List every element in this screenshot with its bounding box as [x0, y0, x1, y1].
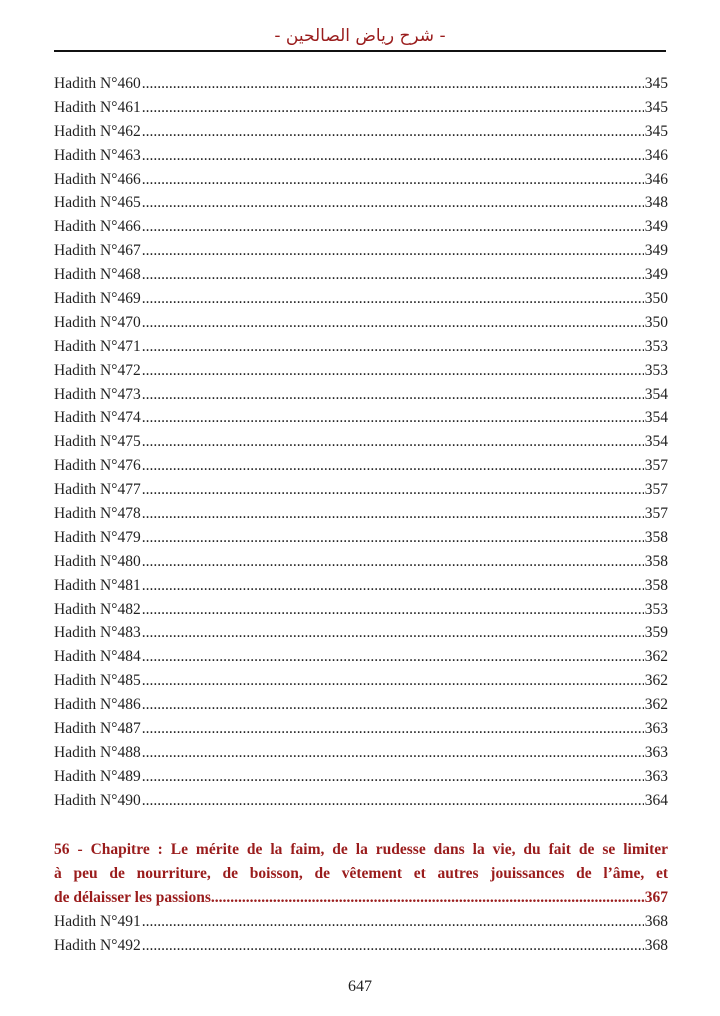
chapter-leader-dots	[211, 886, 645, 910]
toc-entry-label: Hadith N°462	[54, 122, 141, 140]
leader-dots	[142, 335, 644, 359]
chapter-line-3-text: de délaisser les passions	[54, 889, 211, 906]
toc-entry-label: Hadith N°492	[54, 936, 141, 954]
leader-dots	[142, 598, 644, 622]
toc-entry[interactable]	[54, 191, 668, 215]
toc-entry-label: Hadith N°465	[54, 194, 141, 212]
leader-dots	[142, 502, 644, 526]
toc-entry-label: Hadith N°477	[54, 481, 141, 499]
leader-dots	[142, 383, 644, 407]
toc-entry-page: 349	[644, 218, 668, 236]
toc-entry-label: Hadith N°480	[54, 552, 141, 570]
leader-dots	[142, 287, 644, 311]
toc-entry[interactable]	[54, 96, 668, 120]
leader-dots	[142, 621, 644, 645]
toc-entry-page: 345	[644, 122, 668, 140]
toc-entry-page: 362	[644, 648, 668, 666]
toc-entry[interactable]	[54, 717, 668, 741]
toc-entry[interactable]	[54, 406, 668, 430]
leader-dots	[142, 191, 644, 215]
chapter-line-3	[54, 886, 668, 910]
header-rule	[54, 50, 666, 52]
toc-entry-page: 359	[644, 624, 668, 642]
toc-list	[54, 72, 668, 813]
toc-entry-page: 348	[644, 194, 668, 212]
toc-entry[interactable]	[54, 693, 668, 717]
leader-dots	[142, 669, 644, 693]
toc-entry-label: Hadith N°467	[54, 242, 141, 260]
toc-entry[interactable]	[54, 383, 668, 407]
chapter-heading[interactable]	[54, 838, 668, 910]
toc-entry-page: 357	[644, 457, 668, 475]
toc-entry-label: Hadith N°469	[54, 290, 141, 308]
toc-entry[interactable]	[54, 454, 668, 478]
toc-entry-page: 345	[644, 98, 668, 116]
toc-entry[interactable]	[54, 120, 668, 144]
chapter-line-2: à peu de nourriture, de boisson, de vêtement et autres jouissances de l’âme, et	[54, 865, 668, 882]
leader-dots	[142, 454, 644, 478]
toc-entry-label: Hadith N°487	[54, 720, 141, 738]
toc-entry-label: Hadith N°476	[54, 457, 141, 475]
header-title: - شرح رياض الصالحين -	[274, 26, 446, 46]
leader-dots	[142, 526, 644, 550]
toc-entry-label: Hadith N°483	[54, 624, 141, 642]
toc-entry[interactable]	[54, 430, 668, 454]
toc-entry-page: 358	[644, 576, 668, 594]
toc-entry-label: Hadith N°490	[54, 791, 141, 809]
toc-entry-page: 346	[644, 146, 668, 164]
toc-entry-label: Hadith N°482	[54, 600, 141, 618]
toc-entry-page: 346	[644, 170, 668, 188]
toc-entry-page: 353	[644, 361, 668, 379]
leader-dots	[142, 359, 644, 383]
toc-entry-page: 357	[644, 505, 668, 523]
leader-dots	[142, 765, 644, 789]
toc-entry-label: Hadith N°466	[54, 170, 141, 188]
toc-entry-label: Hadith N°479	[54, 528, 141, 546]
toc-entry[interactable]	[54, 910, 668, 934]
toc-entry[interactable]	[54, 287, 668, 311]
toc-entry-label: Hadith N°472	[54, 361, 141, 379]
leader-dots	[142, 263, 644, 287]
chapter-line-1: 56 - Chapitre : Le mérite de la faim, de la rudesse dans la vie, du fait de se limiter	[54, 841, 668, 858]
toc-entry-page: 349	[644, 242, 668, 260]
toc-entry[interactable]	[54, 526, 668, 550]
toc-entry-label: Hadith N°484	[54, 648, 141, 666]
toc-entry-label: Hadith N°468	[54, 266, 141, 284]
toc-entry-page: 363	[644, 767, 668, 785]
toc-entry[interactable]	[54, 311, 668, 335]
toc-entry[interactable]	[54, 789, 668, 813]
toc-entry[interactable]	[54, 502, 668, 526]
toc-entry-page: 362	[644, 672, 668, 690]
toc-entry-page: 363	[644, 743, 668, 761]
leader-dots	[142, 430, 644, 454]
toc-entry-page: 354	[644, 433, 668, 451]
toc-entry-page: 368	[644, 936, 668, 954]
toc-entry-label: Hadith N°470	[54, 313, 141, 331]
leader-dots	[142, 311, 644, 335]
toc-entry-label: Hadith N°474	[54, 409, 141, 427]
toc-entry-page: 358	[644, 528, 668, 546]
leader-dots	[142, 239, 644, 263]
toc-entry[interactable]	[54, 239, 668, 263]
toc-entry-label: Hadith N°485	[54, 672, 141, 690]
leader-dots	[142, 717, 644, 741]
toc-entry-label: Hadith N°460	[54, 75, 141, 92]
page-footer	[0, 978, 720, 996]
leader-dots	[142, 910, 644, 934]
leader-dots	[142, 550, 644, 574]
leader-dots	[142, 96, 644, 120]
leader-dots	[142, 72, 644, 96]
leader-dots	[142, 934, 644, 958]
leader-dots	[142, 789, 644, 813]
toc-entry-label: Hadith N°466	[54, 218, 141, 236]
toc-entry[interactable]	[54, 168, 668, 192]
page-number: 647	[348, 978, 372, 995]
leader-dots	[142, 574, 644, 598]
toc-entry[interactable]	[54, 359, 668, 383]
toc-entry-label: Hadith N°488	[54, 743, 141, 761]
toc-entry[interactable]	[54, 621, 668, 645]
leader-dots	[142, 215, 644, 239]
toc-entry[interactable]	[54, 741, 668, 765]
toc-entry-page: 357	[644, 481, 668, 499]
toc-entry[interactable]	[54, 934, 668, 958]
toc-entry-page: 368	[644, 913, 668, 930]
toc-entry[interactable]	[54, 550, 668, 574]
toc-entry[interactable]	[54, 574, 668, 598]
leader-dots	[142, 693, 644, 717]
leader-dots	[142, 478, 644, 502]
chapter-page: 367	[644, 889, 668, 906]
leader-dots	[142, 645, 644, 669]
toc-entry-page: 362	[644, 696, 668, 714]
toc-entry-page: 350	[644, 313, 668, 331]
toc-entry[interactable]	[54, 598, 668, 622]
toc-entry[interactable]	[54, 645, 668, 669]
toc-entry-page: 353	[644, 337, 668, 355]
toc-entry[interactable]	[54, 765, 668, 789]
toc-entry-label: Hadith N°489	[54, 767, 141, 785]
toc-entry-label: Hadith N°481	[54, 576, 141, 594]
toc-entry-page: 358	[644, 552, 668, 570]
leader-dots	[142, 168, 644, 192]
toc-entry[interactable]	[54, 669, 668, 693]
toc-entry[interactable]	[54, 215, 668, 239]
toc-entry-page: 354	[644, 409, 668, 427]
toc-entry[interactable]	[54, 72, 668, 96]
toc-entry-label: Hadith N°463	[54, 146, 141, 164]
toc-entry-label: Hadith N°461	[54, 98, 141, 116]
leader-dots	[142, 144, 644, 168]
toc-entry-page: 364	[644, 791, 668, 809]
toc-entry[interactable]	[54, 478, 668, 502]
toc-entry[interactable]	[54, 263, 668, 287]
toc-entry-label: Hadith N°478	[54, 505, 141, 523]
toc-entry-label: Hadith N°486	[54, 696, 141, 714]
page-header	[54, 26, 666, 46]
leader-dots	[142, 406, 644, 430]
toc-entry-label: Hadith N°471	[54, 337, 141, 355]
toc-entry-page: 363	[644, 720, 668, 738]
toc-entry[interactable]	[54, 144, 668, 168]
leader-dots	[142, 120, 644, 144]
toc-entry-page: 353	[644, 600, 668, 618]
toc-entry-label: Hadith N°473	[54, 385, 141, 403]
toc-entry-page: 350	[644, 290, 668, 308]
toc-entry-page: 354	[644, 385, 668, 403]
toc-entry[interactable]	[54, 335, 668, 359]
leader-dots	[142, 741, 644, 765]
toc-entry-page: 349	[644, 266, 668, 284]
toc-entry-label: Hadith N°475	[54, 433, 141, 451]
toc-entry-label: Hadith N°491	[54, 913, 141, 930]
toc-entry-page: 345	[644, 75, 668, 92]
toc-list-after	[54, 910, 668, 958]
